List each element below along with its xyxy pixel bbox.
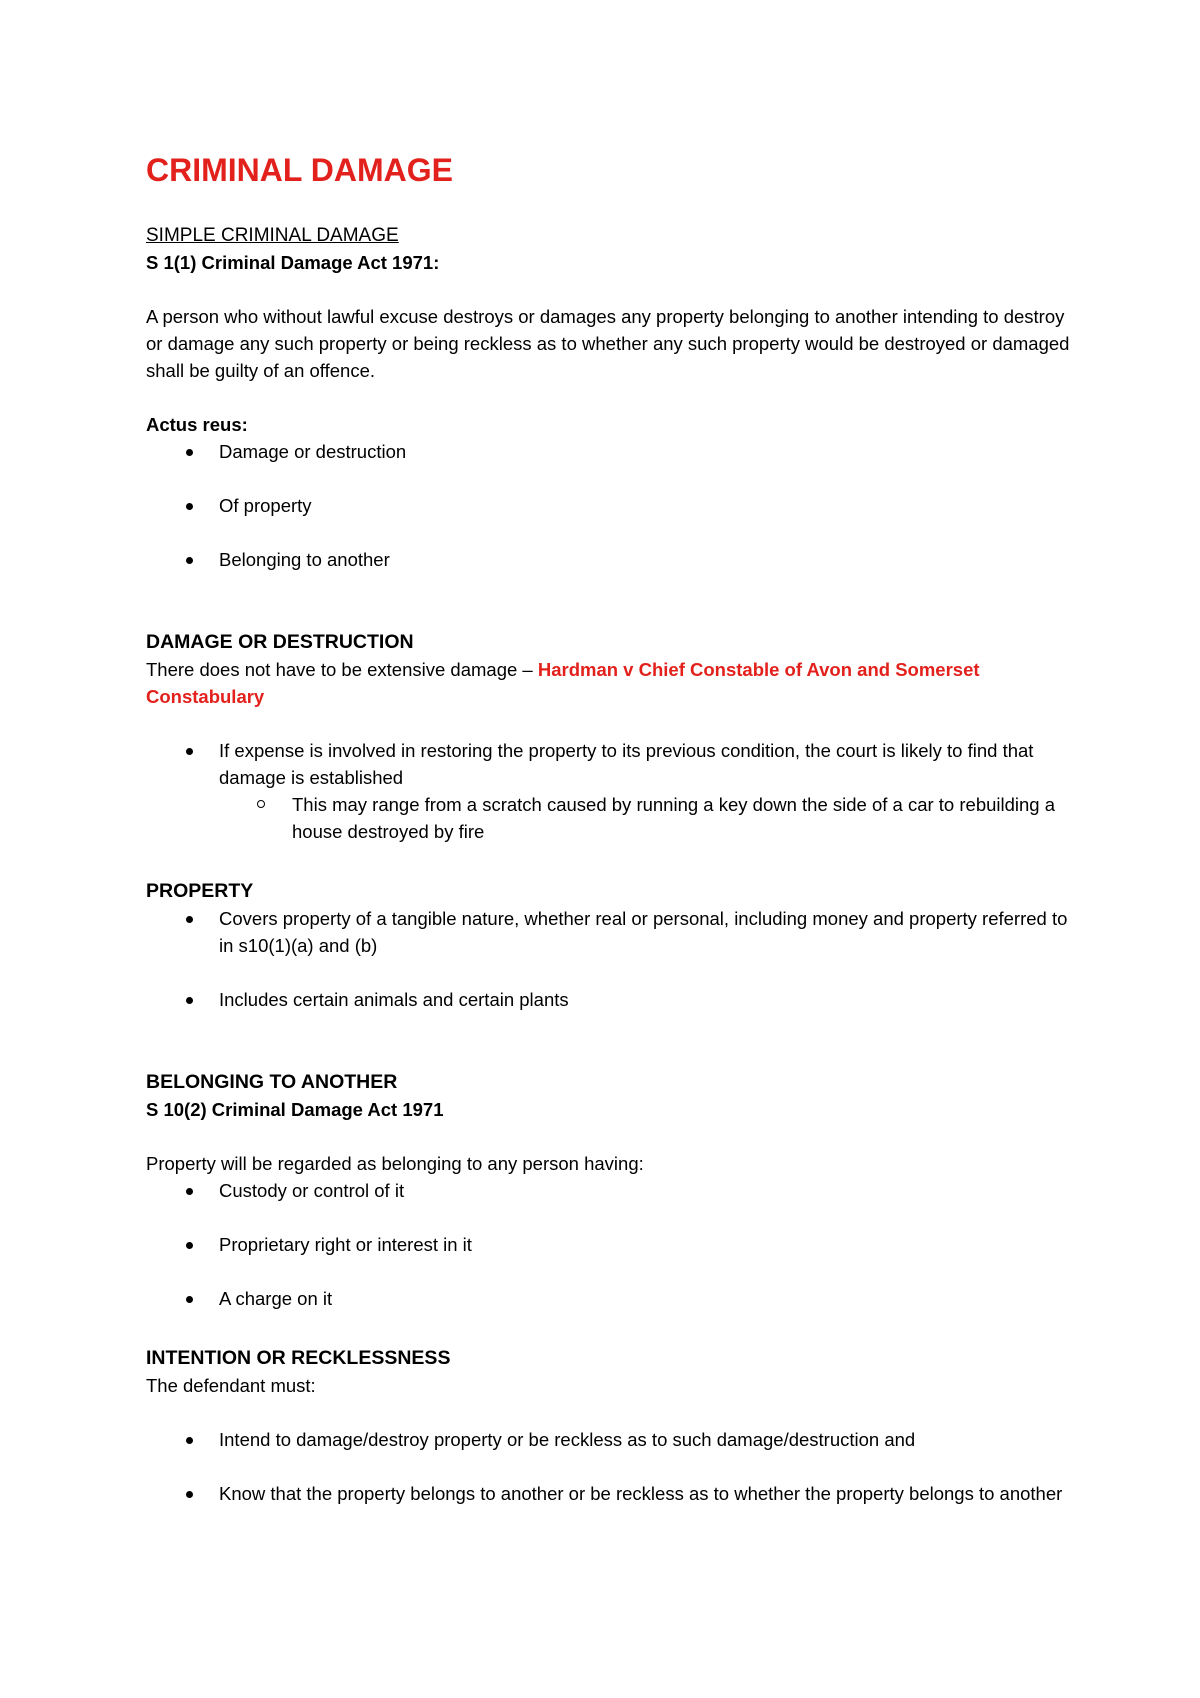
bullet-icon (186, 557, 193, 564)
list-item: A charge on it (146, 1285, 1076, 1312)
simple-criminal-damage-heading: SIMPLE CRIMINAL DAMAGE (146, 225, 399, 246)
statute-s1-reference: S 1(1) Criminal Damage Act 1971: (146, 252, 440, 273)
actus-reus-label: Actus reus: (146, 414, 248, 435)
sub-list-item: This may range from a scratch caused by running a key down the side of a car to rebuilding a house destroyed by fire (219, 791, 1076, 845)
list-item: Intend to damage/destroy property or be reckless as to such damage/destruction and (146, 1426, 1076, 1453)
belonging-heading: BELONGING TO ANOTHER (146, 1071, 398, 1093)
belonging-intro: Property will be regarded as belonging to any person having: (146, 1153, 644, 1174)
bullet-icon (186, 503, 193, 510)
property-heading: PROPERTY (146, 880, 254, 902)
statute-s10-reference: S 10(2) Criminal Damage Act 1971 (146, 1099, 444, 1120)
list-item: Proprietary right or interest in it (146, 1231, 1076, 1258)
bullet-icon (186, 997, 193, 1004)
circle-bullet-icon (257, 800, 265, 808)
list-item: Custody or control of it (146, 1177, 1076, 1204)
list-item: Includes certain animals and certain plants (146, 986, 1076, 1013)
property-list (146, 905, 1076, 1013)
belonging-list (146, 1177, 1076, 1312)
list-item: Belonging to another (146, 546, 1076, 573)
list-item: Damage or destruction (146, 438, 1076, 465)
bullet-icon (186, 1437, 193, 1444)
case-reference: Hardman v Chief Constable of Avon and Somerset Constabulary (146, 659, 980, 707)
bullet-icon (186, 748, 193, 755)
intention-list (146, 1426, 1076, 1507)
bullet-icon (186, 1491, 193, 1498)
intention-heading: INTENTION OR RECKLESSNESS (146, 1347, 451, 1369)
document-body (146, 150, 1076, 1507)
damage-destruction-heading: DAMAGE OR DESTRUCTION (146, 631, 414, 653)
damage-intro: There does not have to be extensive damage – Hardman v Chief Constable of Avon and Somerset Constabulary (146, 659, 980, 707)
list-item: If expense is involved in restoring the property to its previous condition, the court is likely to find that damage is established This may range from a scratch caused by running a key down the side of a car to rebuilding a house destroyed by fire (146, 737, 1076, 845)
damage-sub-list (219, 791, 1076, 845)
intention-intro: The defendant must: (146, 1375, 316, 1396)
actus-reus-list (146, 438, 1076, 573)
statute-s1-quote: A person who without lawful excuse destroys or damages any property belonging to another intending to destroy or damage any such property or being reckless as to whether any such property would be destroyed or damaged shall be guilty of an offence. (146, 306, 1070, 381)
document-title: CRIMINAL DAMAGE (146, 152, 453, 188)
bullet-icon (186, 1188, 193, 1195)
damage-list (146, 737, 1076, 845)
bullet-icon (186, 449, 193, 456)
bullet-icon (186, 1296, 193, 1303)
bullet-icon (186, 1242, 193, 1249)
list-item: Know that the property belongs to another or be reckless as to whether the property belongs to another (146, 1480, 1076, 1507)
bullet-icon (186, 916, 193, 923)
list-item: Covers property of a tangible nature, whether real or personal, including money and property referred to in s10(1)(a) and (b) (146, 905, 1076, 959)
list-item: Of property (146, 492, 1076, 519)
